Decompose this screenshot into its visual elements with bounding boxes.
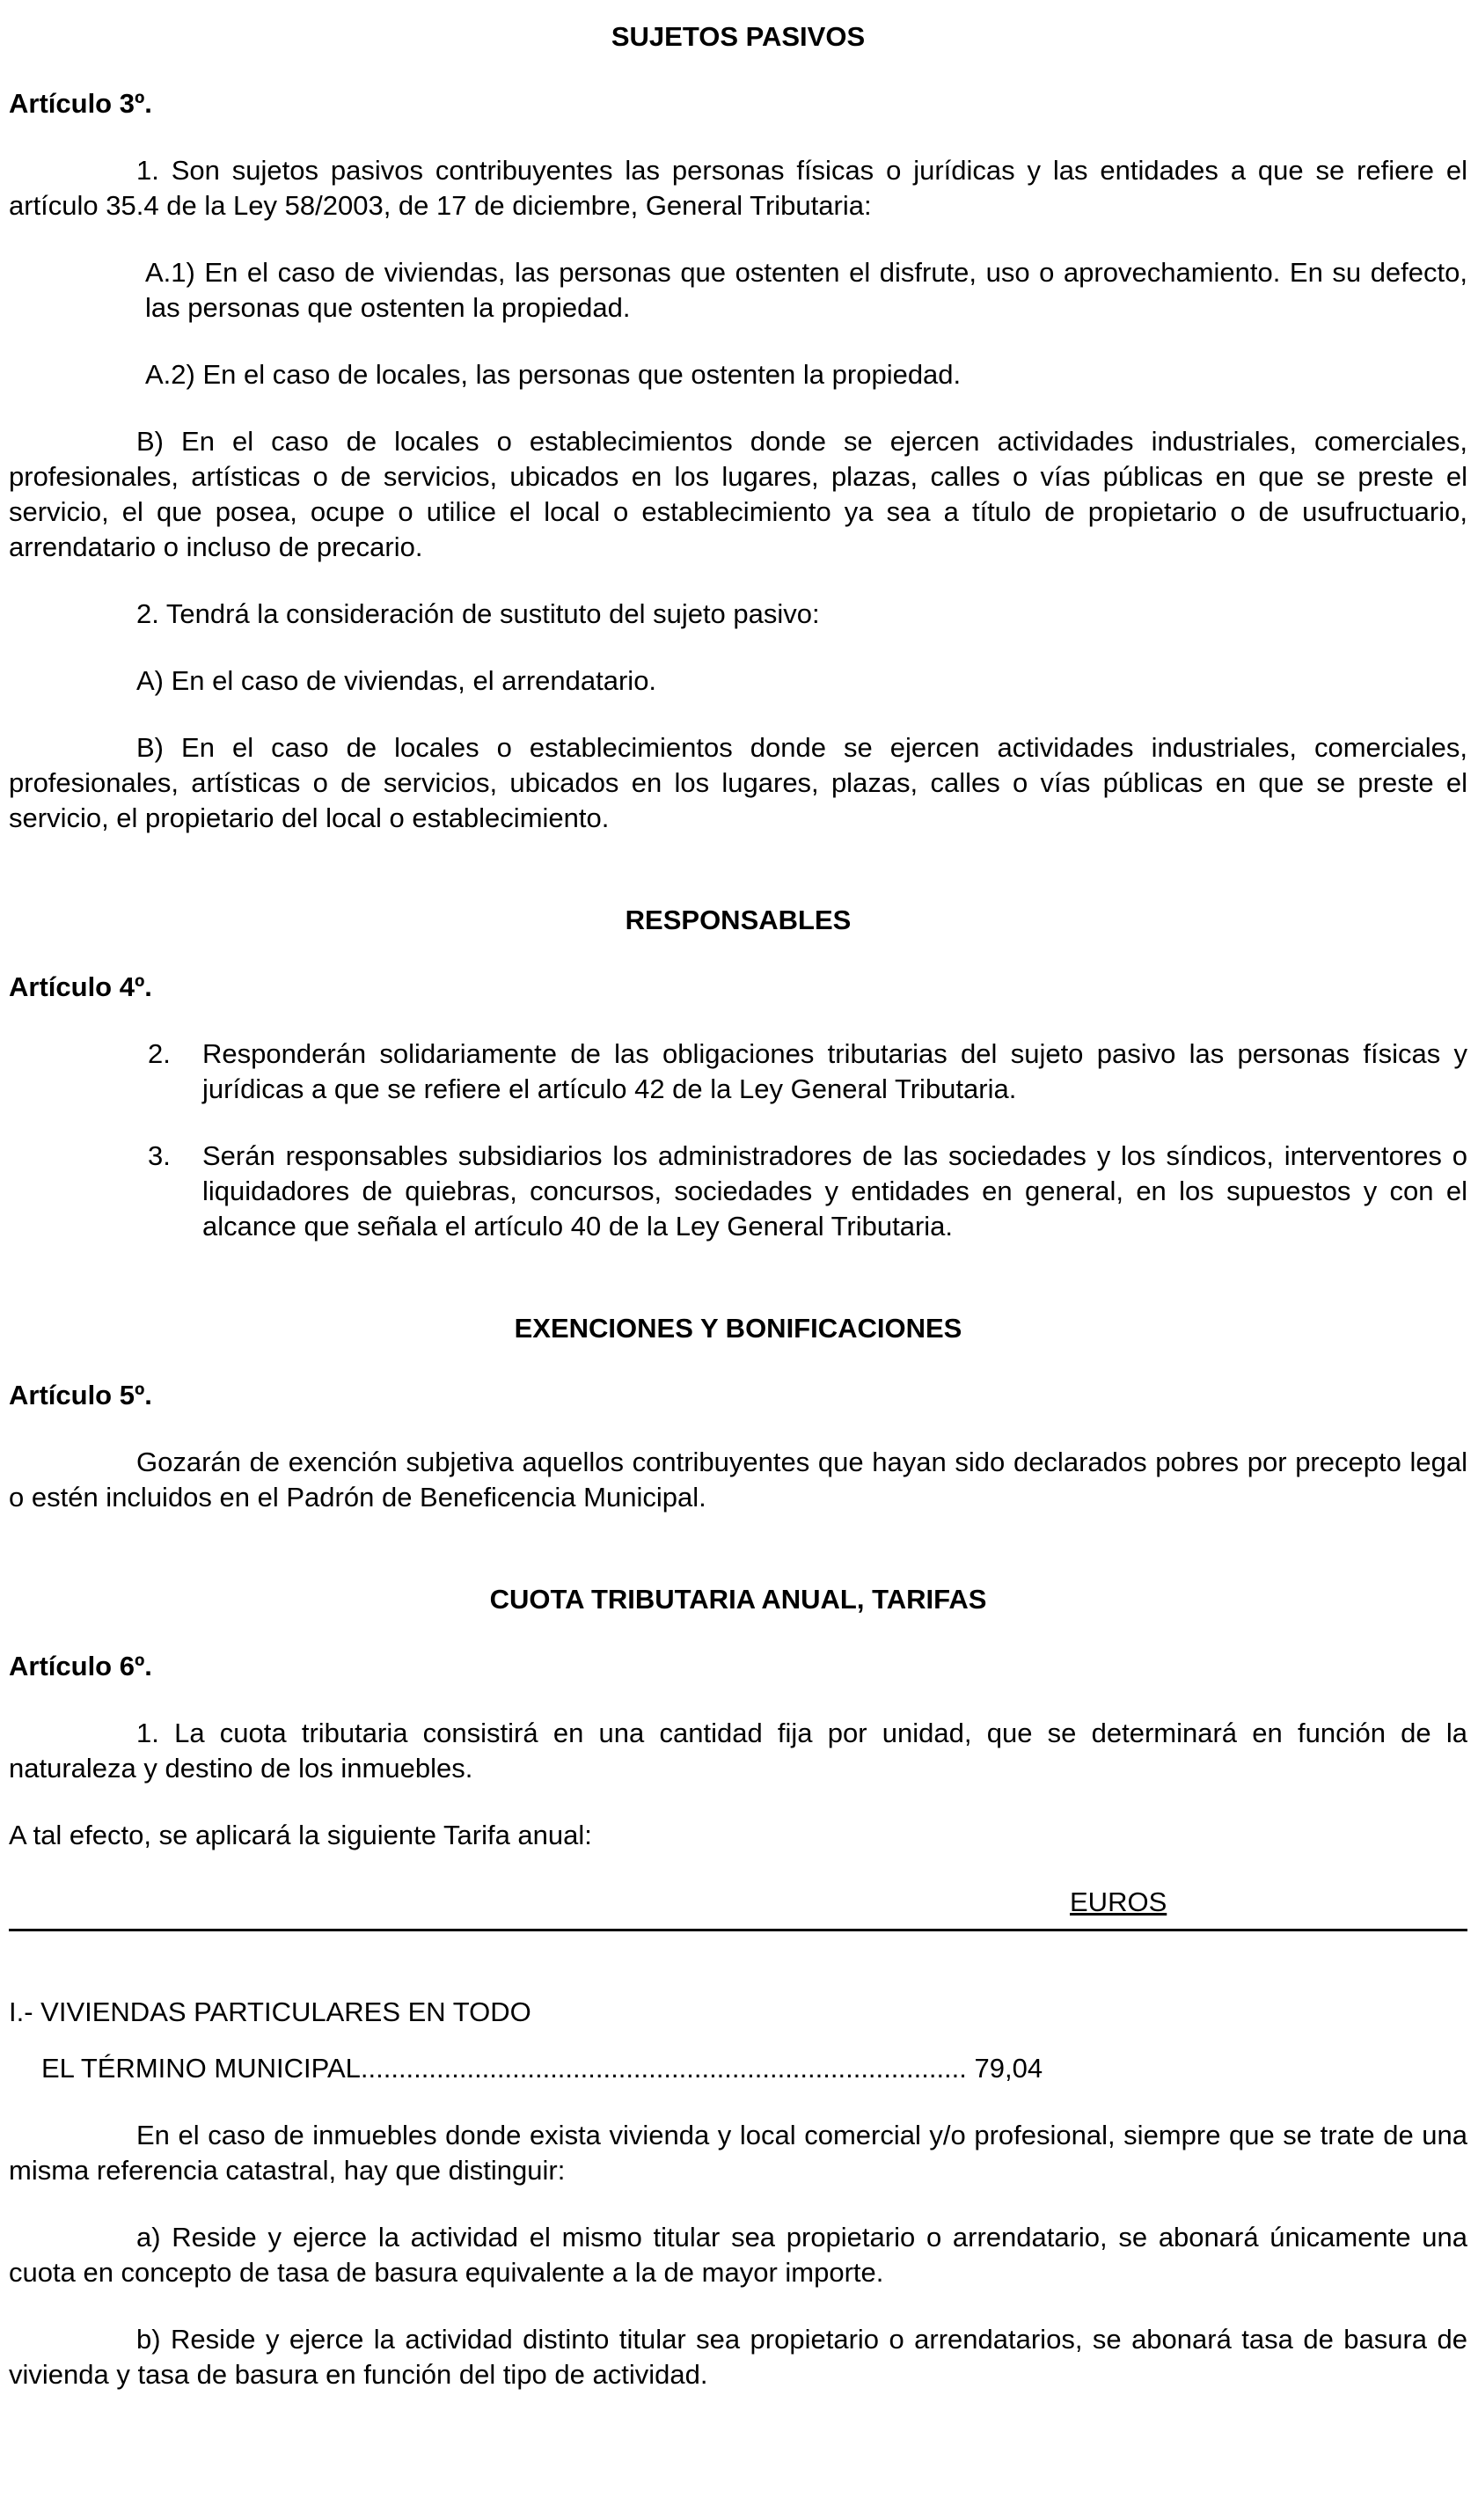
tariff-header-row xyxy=(9,1885,1467,1931)
paragraph-tarifa-intro: A tal efecto, se aplicará la siguiente Tarifa anual: xyxy=(9,1820,592,1850)
paragraph-cuota-3: En el caso de inmuebles donde exista vivienda y local comercial y/o profesional, siempre que se trate de una misma referencia catastral, hay que distinguir: xyxy=(9,2120,1467,2186)
section-heading-responsables: RESPONSABLES xyxy=(625,905,852,935)
tariff-amount: 79,04 xyxy=(974,2053,1043,2084)
paragraph-exenciones-1: Gozarán de exención subjetiva aquellos contribuyentes que hayan sido declarados pobres por precepto legal o estén incluidos en el Padrón de Beneficencia Municipal. xyxy=(9,1447,1467,1513)
paragraph-sujetos-2a: A) En el caso de viviendas, el arrendatario. xyxy=(136,665,657,696)
list-item-number: 3. xyxy=(148,1140,171,1171)
euros-column-header: EUROS xyxy=(1070,1886,1167,1917)
paragraph-cuota-1: 1. La cuota tributaria consistirá en una cantidad fija por unidad, que se determinará en función de la naturaleza y destino de los inmuebles. xyxy=(9,1718,1467,1784)
paragraph-sujetos-2b: B) En el caso de locales o establecimientos donde se ejercen actividades industriales, comerciales, profesionales, artísticas o de servicios, ubicados en los lugares, plazas, calles o vías públicas en que se preste el servicio, el propietario del local o establecimiento. xyxy=(9,732,1467,833)
paragraph-sujetos-1: 1. Son sujetos pasivos contribuyentes las personas físicas o jurídicas y las entidades a que se refiere el artículo 35.4 de la Ley 58/2003, de 17 de diciembre, General Tributaria: xyxy=(9,155,1467,221)
list-item-text: Serán responsables subsidiarios los administradores de las sociedades y los síndicos, interventores o liquidadores de quiebras, concursos, sociedades y entidades en general, en los supuestos y con el alcance que señala el artículo 40 de la Ley General Tributaria. xyxy=(202,1140,1467,1242)
section-heading-exenciones: EXENCIONES Y BONIFICACIONES xyxy=(514,1313,962,1344)
responsables-list-item xyxy=(9,1139,1467,1244)
section-heading-cuota-tributaria: CUOTA TRIBUTARIA ANUAL, TARIFAS xyxy=(489,1584,987,1615)
paragraph-sujetos-2: 2. Tendrá la consideración de sustituto del sujeto pasivo: xyxy=(136,598,820,629)
responsables-list-item xyxy=(9,1037,1467,1107)
tariff-category-line1: I.- VIVIENDAS PARTICULARES EN TODO xyxy=(9,1996,531,2027)
paragraph-sujetos-a2: A.2) En el caso de locales, las personas que ostenten la propiedad. xyxy=(145,359,962,390)
section-heading-sujetos-pasivos: SUJETOS PASIVOS xyxy=(611,21,866,52)
paragraph-sujetos-a1: A.1) En el caso de viviendas, las personas que ostenten el disfrute, uso o aprovechamiento. En su defecto, las personas que ostenten la propiedad. xyxy=(145,257,1467,323)
tariff-category-label: EL TÉRMINO MUNICIPAL xyxy=(41,2053,361,2084)
list-item-number: 2. xyxy=(148,1038,171,1069)
paragraph-cuota-4b: b) Reside y ejerce la actividad distinto titular sea propietario o arrendatarios, se abonará tasa de basura de vivienda y tasa de basura en función del tipo de actividad. xyxy=(9,2324,1467,2390)
tariff-category-line2 xyxy=(41,2051,1467,2086)
article-3-label: Artículo 3º. xyxy=(9,88,152,119)
article-5-label: Artículo 5º. xyxy=(9,1380,152,1410)
paragraph-cuota-4a: a) Reside y ejerce la actividad el mismo titular sea propietario o arrendatario, se abonará únicamente una cuota en concepto de tasa de basura equivalente a la de mayor importe. xyxy=(9,2222,1467,2288)
list-item-text: Responderán solidariamente de las obligaciones tributarias del sujeto pasivo las personas físicas y jurídicas a que se refiere el artículo 42 de la Ley General Tributaria. xyxy=(202,1038,1467,1104)
tariff-leader-dots: ................................................................................ xyxy=(360,2053,967,2084)
paragraph-sujetos-b: B) En el caso de locales o establecimientos donde se ejercen actividades industriales, comerciales, profesionales, artísticas o de servicios, ubicados en los lugares, plazas, calles o vías públicas en que se preste el servicio, el que posea, ocupe o utilice el local o establecimiento ya sea a título de propietario o de usufructuario, arrendatario o incluso de precario. xyxy=(9,426,1467,562)
article-6-label: Artículo 6º. xyxy=(9,1651,152,1681)
article-4-label: Artículo 4º. xyxy=(9,971,152,1002)
